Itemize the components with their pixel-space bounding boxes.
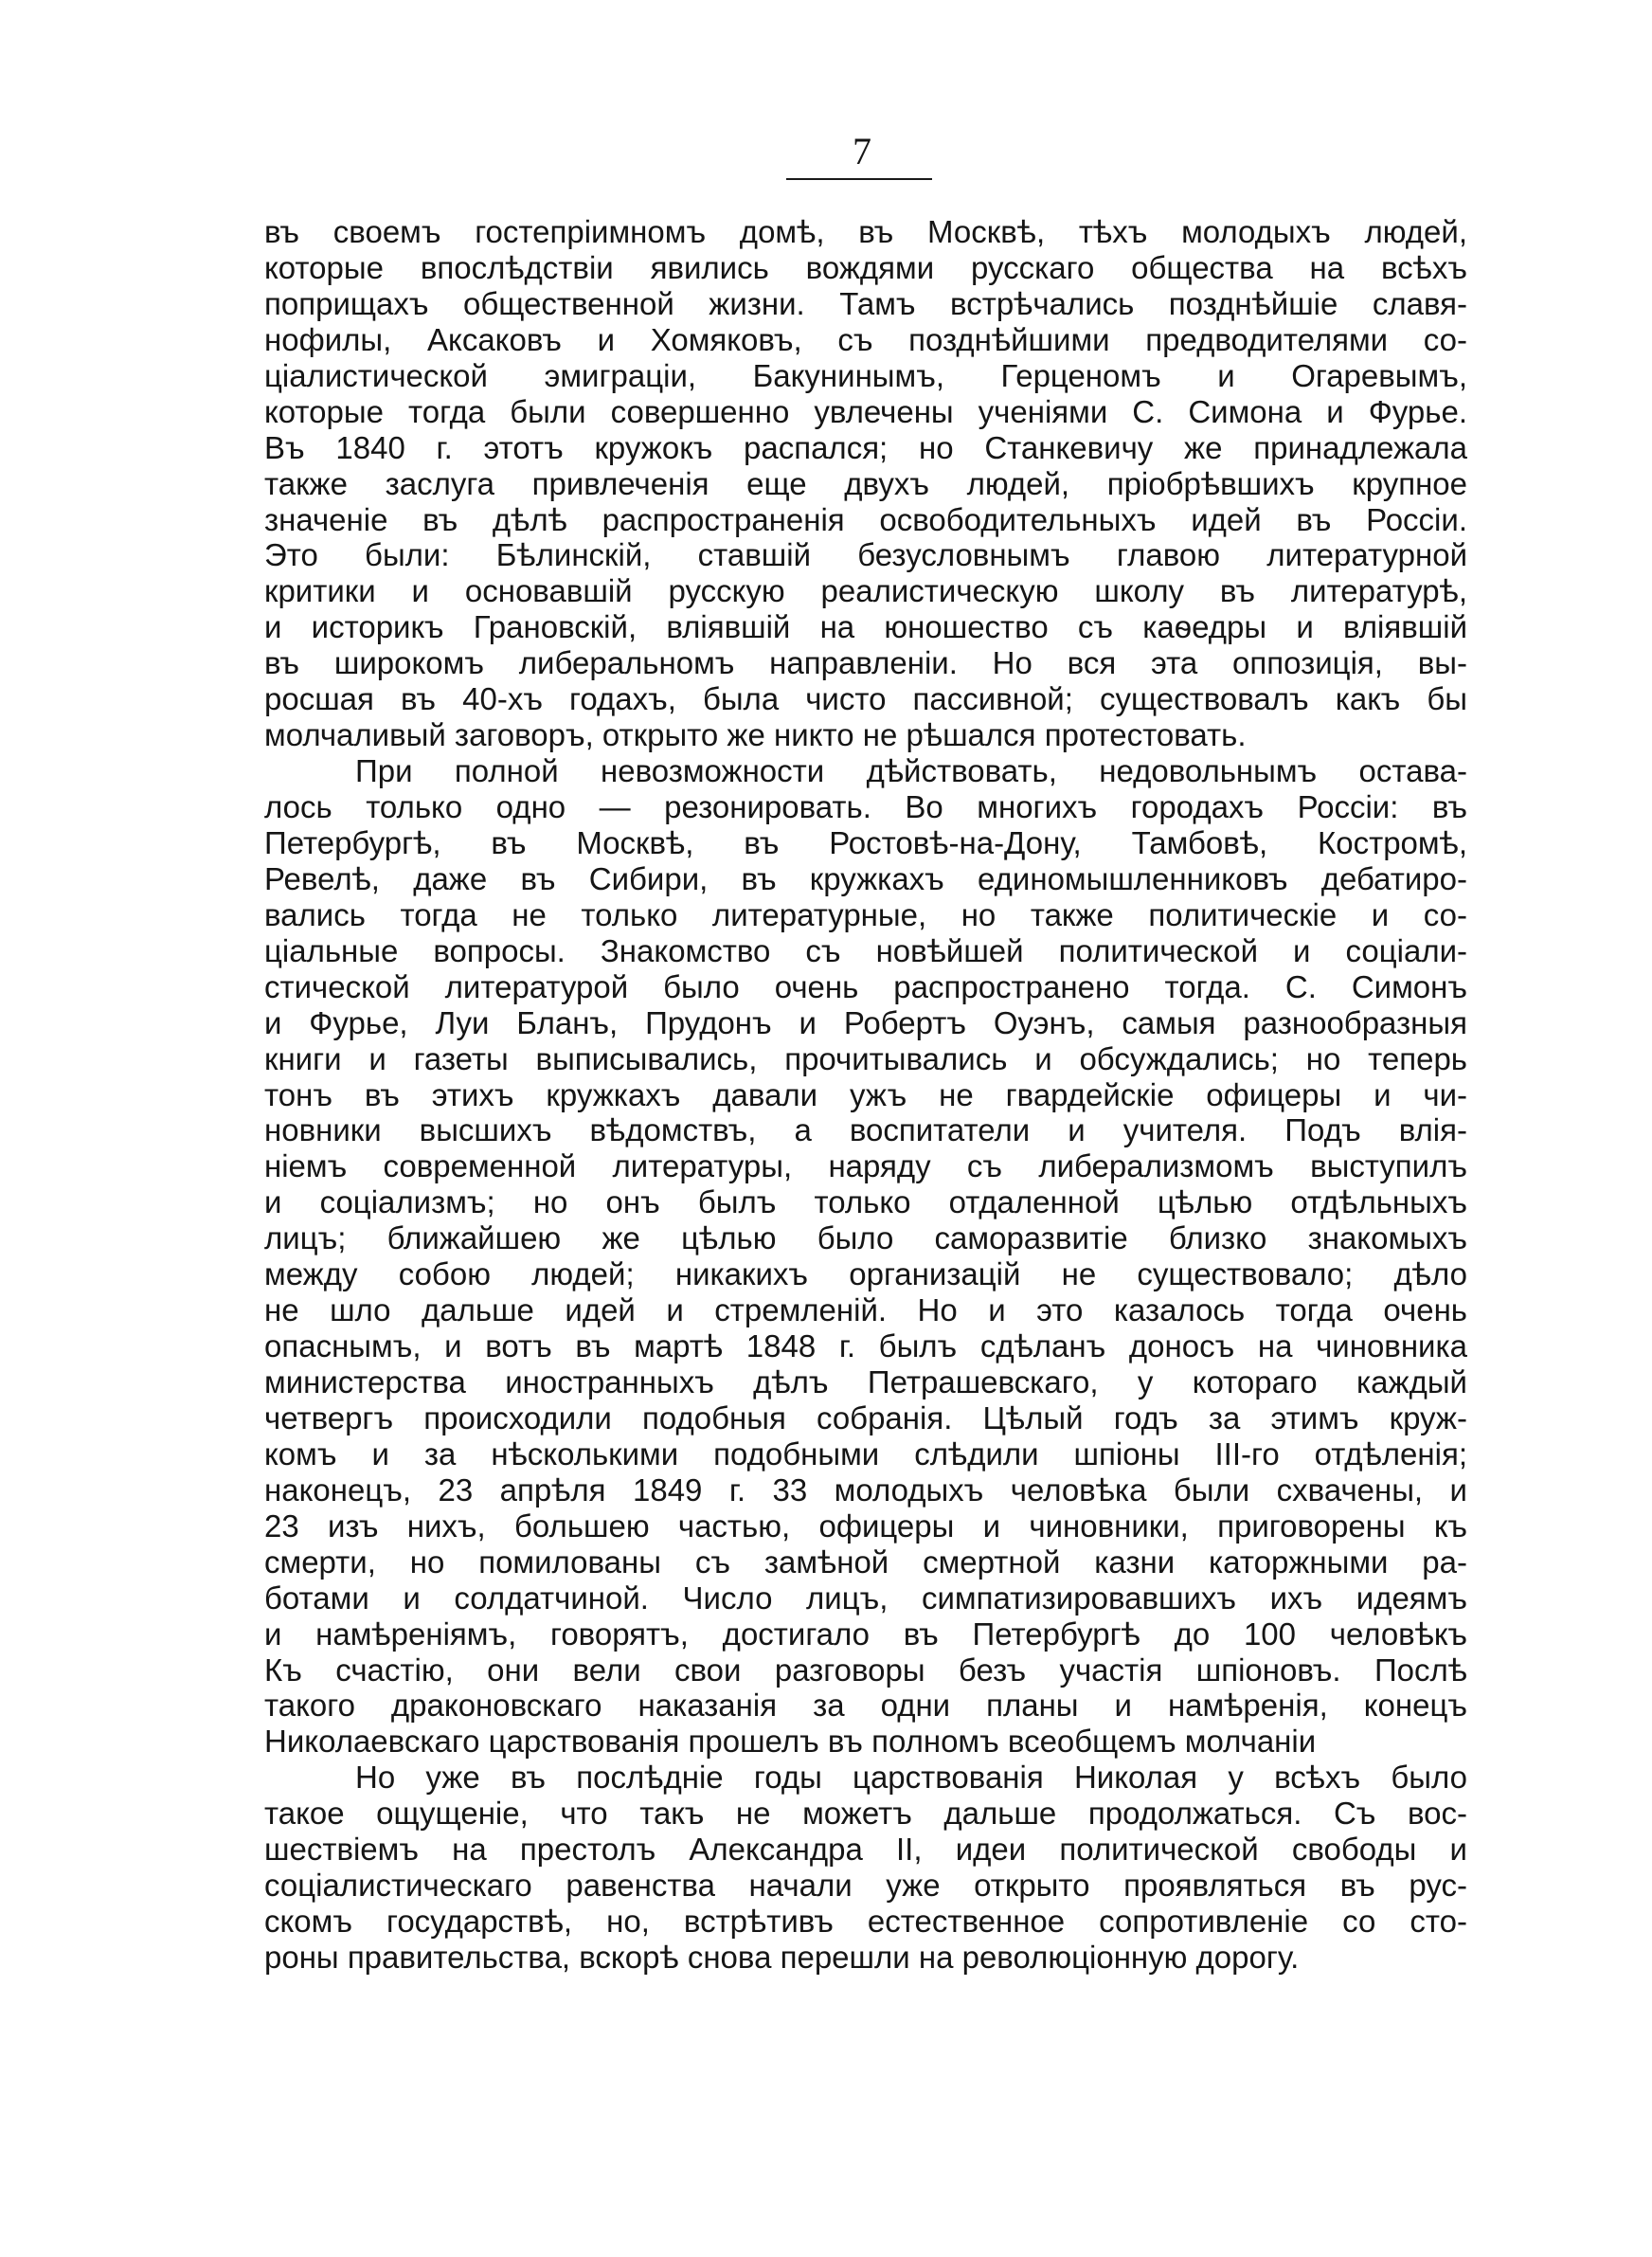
text-line: критики и основавшій русскую реалистическую школу въ литературѣ,: [264, 573, 1467, 609]
text-line: Петербургѣ, въ Москвѣ, въ Ростовѣ-на-Дону, Тамбовѣ, Костромѣ,: [264, 824, 1467, 860]
text-line: наконецъ, 23 апрѣля 1849 г. 33 молодыхъ человѣка были схвачены, и: [264, 1472, 1467, 1508]
text-line: и соціализмъ; но онъ былъ только отдаленной цѣлью отдѣльныхъ: [264, 1184, 1467, 1220]
text-line: новники высшихъ вѣдомствъ, а воспитатели и учителя. Подъ влія-: [264, 1112, 1467, 1148]
text-line: такое ощущеніе, что такъ не можетъ дальше продолжаться. Съ вос-: [264, 1796, 1467, 1832]
page-number-rule: [786, 178, 932, 180]
text-line: министерства иностранныхъ дѣлъ Петрашевскаго, у котораго каждый: [264, 1364, 1467, 1399]
text-line: тонъ въ этихъ кружкахъ давали ужъ не гвардейскіе офицеры и чи-: [264, 1076, 1467, 1112]
text-line: и Фурье, Луи Бланъ, Прудонъ и Робертъ Оуэнъ, самыя разнообразныя: [264, 1004, 1467, 1040]
text-line: между собою людей; никакихъ организацій не существовало; дѣло: [264, 1256, 1467, 1292]
paragraph: [264, 214, 1467, 753]
text-line: ціальные вопросы. Знакомство съ новѣйшей политической и соціали-: [264, 932, 1467, 968]
text-line: нофилы, Аксаковъ и Хомяковъ, съ позднѣйшими предводителями со-: [264, 321, 1467, 357]
text-line: также заслуга привлеченія еще двухъ людей, пріобрѣвшихъ крупное: [264, 465, 1467, 501]
text-line: 23 изъ нихъ, большею частью, офицеры и чиновники, приговорены къ: [264, 1508, 1467, 1544]
text-line: опаснымъ, и вотъ въ мартѣ 1848 г. былъ сдѣланъ доносъ на чиновника: [264, 1328, 1467, 1364]
text-line: соціалистическаго равенства начали уже открыто проявляться въ рус-: [264, 1868, 1467, 1904]
page-number: 7: [853, 130, 871, 172]
text-line: книги и газеты выписывались, прочитывались и обсуждались; но теперь: [264, 1040, 1467, 1076]
text-line: ніемъ современной литературы, наряду съ либерализмомъ выступилъ: [264, 1148, 1467, 1184]
text-line: не шло дальше идей и стремленій. Но и это казалось тогда очень: [264, 1292, 1467, 1328]
body-text: [264, 214, 1467, 1976]
text-line: въ широкомъ либеральномъ направленіи. Но вся эта оппозиція, вы-: [264, 645, 1467, 681]
text-line: которые впослѣдствіи явились вождями русскаго общества на всѣхъ: [264, 249, 1467, 285]
paragraph: [264, 1760, 1467, 1976]
text-line: Ревелѣ, даже въ Сибири, въ кружкахъ единомышленниковъ дебатиро-: [264, 860, 1467, 896]
text-line: Въ 1840 г. этотъ кружокъ распался; но Станкевичу же принадлежала: [264, 429, 1467, 465]
text-line: смерти, но помилованы съ замѣной смертной казни каторжными ра-: [264, 1544, 1467, 1580]
text-line: ботами и солдатчиной. Число лицъ, симпатизировавшихъ ихъ идеямъ: [264, 1580, 1467, 1616]
text-line: молчаливый заговоръ, открыто же никто не рѣшался протестовать.: [264, 717, 1247, 753]
text-line: и намѣреніямъ, говорятъ, достигало въ Петербургѣ до 100 человѣкъ: [264, 1616, 1467, 1652]
text-line: росшая въ 40-хъ годахъ, была чисто пассивной; существовалъ какъ бы: [264, 681, 1467, 717]
text-line: поприщахъ общественной жизни. Тамъ встрѣчались позднѣйшіе славя-: [264, 285, 1467, 321]
paragraph: [264, 753, 1467, 1760]
text-line: лось только одно — резонировать. Во многихъ городахъ Россіи: въ: [264, 789, 1467, 824]
text-line: въ своемъ гостепріимномъ домѣ, въ Москвѣ, тѣхъ молодыхъ людей,: [264, 214, 1467, 249]
text-line: вались тогда не только литературные, но также политическіе и со-: [264, 896, 1467, 932]
text-line: стической литературой было очень распространено тогда. С. Симонъ: [264, 968, 1467, 1004]
text-line: значеніе въ дѣлѣ распространенія освободительныхъ идей въ Россіи.: [264, 501, 1467, 537]
text-line: комъ и за нѣсколькими подобными слѣдили шпіоны III-го отдѣленія;: [264, 1435, 1467, 1472]
text-line: которые тогда были совершенно увлечены ученіями С. Симона и Фурье.: [264, 393, 1467, 429]
text-line: четвергъ происходили подобныя собранія. Цѣлый годъ за этимъ круж-: [264, 1399, 1467, 1435]
text-line: шествіемъ на престолъ Александра II, идеи политической свободы и: [264, 1832, 1467, 1868]
text-line: роны правительства, вскорѣ снова перешли на революціонную дорогу.: [264, 1940, 1300, 1975]
text-line: и историкъ Грановскій, вліявшій на юношество съ каѳедры и вліявшій: [264, 609, 1467, 645]
text-line: скомъ государствѣ, но, встрѣтивъ естественное сопротивленіе со сто-: [264, 1904, 1467, 1940]
text-line: Николаевскаго царствованія прошелъ въ полномъ всеобщемъ молчаніи: [264, 1724, 1317, 1760]
text-line: лицъ; ближайшею же цѣлью было саморазвитіе близко знакомыхъ: [264, 1220, 1467, 1256]
text-line: ціалистической эмиграціи, Бакунинымъ, Герценомъ и Огаревымъ,: [264, 357, 1467, 393]
text-line: Это были: Бѣлинскій, ставшій безусловнымъ главою литературной: [264, 537, 1467, 573]
text-line: При полной невозможности дѣйствовать, недовольнымъ остава-: [355, 753, 1467, 789]
text-line: такого драконовскаго наказанія за одни планы и намѣренія, конецъ: [264, 1688, 1467, 1724]
text-line: Но уже въ послѣдніе годы царствованія Николая у всѣхъ было: [355, 1760, 1467, 1796]
text-line: Къ счастію, они вели свои разговоры безъ участія шпіоновъ. Послѣ: [264, 1652, 1467, 1688]
